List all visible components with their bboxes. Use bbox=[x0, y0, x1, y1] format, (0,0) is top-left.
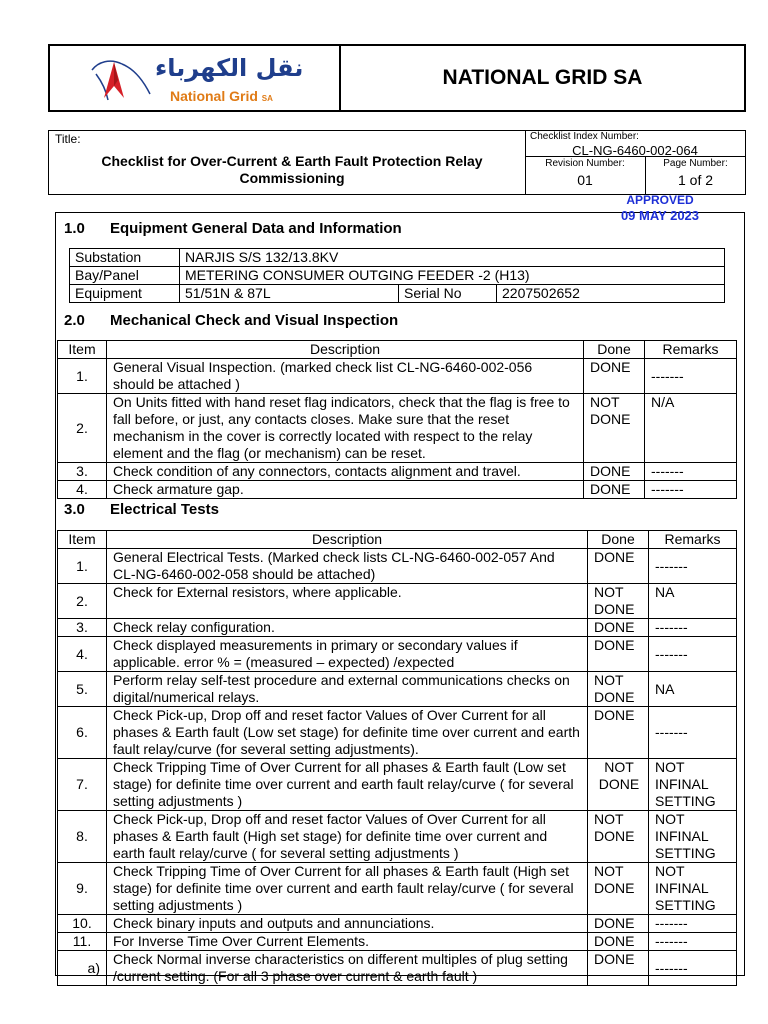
section-1-heading: 1.0 Equipment General Data and Information bbox=[64, 220, 402, 237]
table-row bbox=[58, 637, 737, 672]
item-description: Check Pick-up, Drop off and reset factor Values of Over Current for all phases & Earth fault (Low set stage) for definite time over current and earth fault relay/curve (for several setting adjustments). bbox=[107, 707, 588, 759]
item-done: DONE bbox=[584, 481, 645, 499]
table-row bbox=[58, 951, 737, 986]
item-done: DONE bbox=[588, 637, 649, 672]
item-remarks: NOT INFINAL SETTING bbox=[649, 863, 737, 915]
row-value: NARJIS S/S 132/13.8KV bbox=[180, 249, 725, 267]
item-description: Perform relay self-test procedure and external communications checks on digital/numerical relays. bbox=[107, 672, 588, 707]
item-done: NOT DONE bbox=[588, 672, 649, 707]
header-remarks: Remarks bbox=[649, 531, 737, 549]
item-description: Check Normal inverse characteristics on different multiples of plug setting /current setting. (For all 3 phase over current & earth fault ) bbox=[107, 951, 588, 986]
item-done: DONE bbox=[588, 707, 649, 759]
item-done: DONE bbox=[588, 619, 649, 637]
row-label: Equipment bbox=[70, 285, 180, 303]
national-grid-logo-icon bbox=[88, 56, 156, 102]
table-row bbox=[58, 707, 737, 759]
index-label: Checklist Index Number: bbox=[530, 131, 639, 142]
page-value: 1 of 2 bbox=[677, 172, 714, 188]
electrical-tests-table bbox=[57, 530, 737, 986]
item-done: NOT DONE bbox=[584, 394, 645, 463]
item-number: 3. bbox=[58, 619, 107, 637]
item-done: NOT DONE bbox=[588, 811, 649, 863]
item-number: 10. bbox=[58, 915, 107, 933]
header-item: Item bbox=[58, 531, 107, 549]
item-remarks: ------- bbox=[649, 549, 737, 584]
index-value: CL-NG-6460-002-064 bbox=[572, 143, 698, 158]
item-remarks: ------- bbox=[645, 481, 737, 499]
item-remarks: N/A bbox=[645, 394, 737, 463]
item-number: 7. bbox=[58, 759, 107, 811]
item-number: 1. bbox=[58, 549, 107, 584]
item-description: For Inverse Time Over Current Elements. bbox=[107, 933, 588, 951]
table-row bbox=[58, 463, 737, 481]
item-number: 5. bbox=[58, 672, 107, 707]
item-number: 2. bbox=[58, 584, 107, 619]
section-3-heading: 3.0 Electrical Tests bbox=[64, 501, 219, 518]
equipment-table bbox=[69, 248, 725, 303]
page-label: Page Number: bbox=[663, 158, 728, 169]
table-row bbox=[58, 481, 737, 499]
item-number: 4. bbox=[58, 637, 107, 672]
header-item: Item bbox=[58, 341, 107, 359]
table-header-row bbox=[58, 531, 737, 549]
item-description: Check Tripping Time of Over Current for all phases & Earth fault (High set stage) for definite time over current and earth fault relay/curve ( for several setting adjustments ) bbox=[107, 863, 588, 915]
item-description: Check condition of any connectors, contacts alignment and travel. bbox=[107, 463, 584, 481]
item-number: 11. bbox=[58, 933, 107, 951]
item-done: DONE bbox=[584, 359, 645, 394]
item-description: Check binary inputs and outputs and annunciations. bbox=[107, 915, 588, 933]
item-remarks: ------- bbox=[645, 359, 737, 394]
item-description: Check Pick-up, Drop off and reset factor Values of Over Current for all phases & Earth fault (High set stage) for definite time over current and earth fault relay/curve ( for several setting adjustments ) bbox=[107, 811, 588, 863]
approval-stamp bbox=[600, 193, 720, 223]
table-row bbox=[58, 672, 737, 707]
item-done: NOT DONE bbox=[588, 759, 649, 811]
company-title: NATIONAL GRID SA bbox=[442, 66, 643, 89]
item-number: 1. bbox=[58, 359, 107, 394]
item-number: 3. bbox=[58, 463, 107, 481]
item-remarks: NA bbox=[649, 584, 737, 619]
item-remarks: ------- bbox=[649, 951, 737, 986]
item-description: Check for External resistors, where applicable. bbox=[107, 584, 588, 619]
item-remarks: ------- bbox=[649, 619, 737, 637]
title-block bbox=[48, 130, 746, 195]
table-row bbox=[70, 249, 725, 267]
item-done: DONE bbox=[584, 463, 645, 481]
item-done: DONE bbox=[588, 933, 649, 951]
item-remarks: ------- bbox=[649, 915, 737, 933]
serial-label: Serial No bbox=[399, 285, 497, 303]
logo-arabic-text: نقل الكهرباء bbox=[155, 54, 304, 82]
mechanical-check-table bbox=[57, 340, 737, 499]
item-remarks: NOT INFINAL SETTING bbox=[649, 759, 737, 811]
table-row bbox=[58, 549, 737, 584]
section-2-heading: 2.0 Mechanical Check and Visual Inspection bbox=[64, 312, 399, 329]
item-description: General Visual Inspection. (marked check list CL-NG-6460-002-056 should be attached ) bbox=[107, 359, 584, 394]
table-row bbox=[58, 619, 737, 637]
table-row bbox=[58, 933, 737, 951]
checklist-title: Checklist for Over-Current & Earth Fault Protection Relay Commissioning bbox=[101, 153, 483, 186]
item-description: On Units fitted with hand reset flag indicators, check that the flag is free to fall before, or just, any contacts closes. Make sure that the reset mechanism in the cover is correctly located with respect to the relay element and the flag (or mechanism) can be reset. bbox=[107, 394, 584, 463]
item-description: General Electrical Tests. (Marked check lists CL-NG-6460-002-057 And CL-NG-6460-002-058 should be attached) bbox=[107, 549, 588, 584]
item-remarks: NOT INFINAL SETTING bbox=[649, 811, 737, 863]
row-label: Substation bbox=[70, 249, 180, 267]
item-remarks: ------- bbox=[645, 463, 737, 481]
approval-date: 09 MAY 2023 bbox=[620, 208, 700, 223]
table-row bbox=[58, 584, 737, 619]
item-done: DONE bbox=[588, 549, 649, 584]
title-label: Title: bbox=[55, 132, 81, 146]
table-row bbox=[70, 267, 725, 285]
serial-value: 2207502652 bbox=[497, 285, 725, 303]
item-remarks: NA bbox=[649, 672, 737, 707]
row-label: Bay/Panel bbox=[70, 267, 180, 285]
row-value: 51/51N & 87L bbox=[180, 285, 399, 303]
item-number: 6. bbox=[58, 707, 107, 759]
item-number: 8. bbox=[58, 811, 107, 863]
item-done: NOT DONE bbox=[588, 584, 649, 619]
table-header-row bbox=[58, 341, 737, 359]
table-row bbox=[58, 863, 737, 915]
revision-value: 01 bbox=[577, 172, 593, 188]
header-done: Done bbox=[588, 531, 649, 549]
item-remarks: ------- bbox=[649, 637, 737, 672]
item-description: Check Tripping Time of Over Current for all phases & Earth fault (Low set stage) for definite time over current and earth fault relay/curve ( for several setting adjustments ) bbox=[107, 759, 588, 811]
item-number: a) bbox=[58, 951, 107, 986]
approval-status: APPROVED bbox=[626, 193, 694, 207]
item-description: Check displayed measurements in primary or secondary values if applicable. error % = (measured – expected) /expected bbox=[107, 637, 588, 672]
item-done: DONE bbox=[588, 951, 649, 986]
item-description: Check relay configuration. bbox=[107, 619, 588, 637]
item-number: 9. bbox=[58, 863, 107, 915]
header-description: Description bbox=[107, 341, 584, 359]
table-row bbox=[58, 759, 737, 811]
item-description: Check armature gap. bbox=[107, 481, 584, 499]
item-number: 4. bbox=[58, 481, 107, 499]
logo-english-text: National Grid SA bbox=[170, 88, 273, 104]
item-done: NOT DONE bbox=[588, 863, 649, 915]
table-row bbox=[70, 285, 725, 303]
table-row bbox=[58, 915, 737, 933]
table-row bbox=[58, 394, 737, 463]
item-remarks: ------- bbox=[649, 933, 737, 951]
header-remarks: Remarks bbox=[645, 341, 737, 359]
item-remarks: ------- bbox=[649, 707, 737, 759]
item-number: 2. bbox=[58, 394, 107, 463]
item-done: DONE bbox=[588, 915, 649, 933]
table-row bbox=[58, 359, 737, 394]
row-value: METERING CONSUMER OUTGING FEEDER -2 (H13) bbox=[180, 267, 725, 285]
header-done: Done bbox=[584, 341, 645, 359]
header-description: Description bbox=[107, 531, 588, 549]
document-header bbox=[48, 44, 746, 112]
revision-label: Revision Number: bbox=[545, 158, 625, 169]
table-row bbox=[58, 811, 737, 863]
